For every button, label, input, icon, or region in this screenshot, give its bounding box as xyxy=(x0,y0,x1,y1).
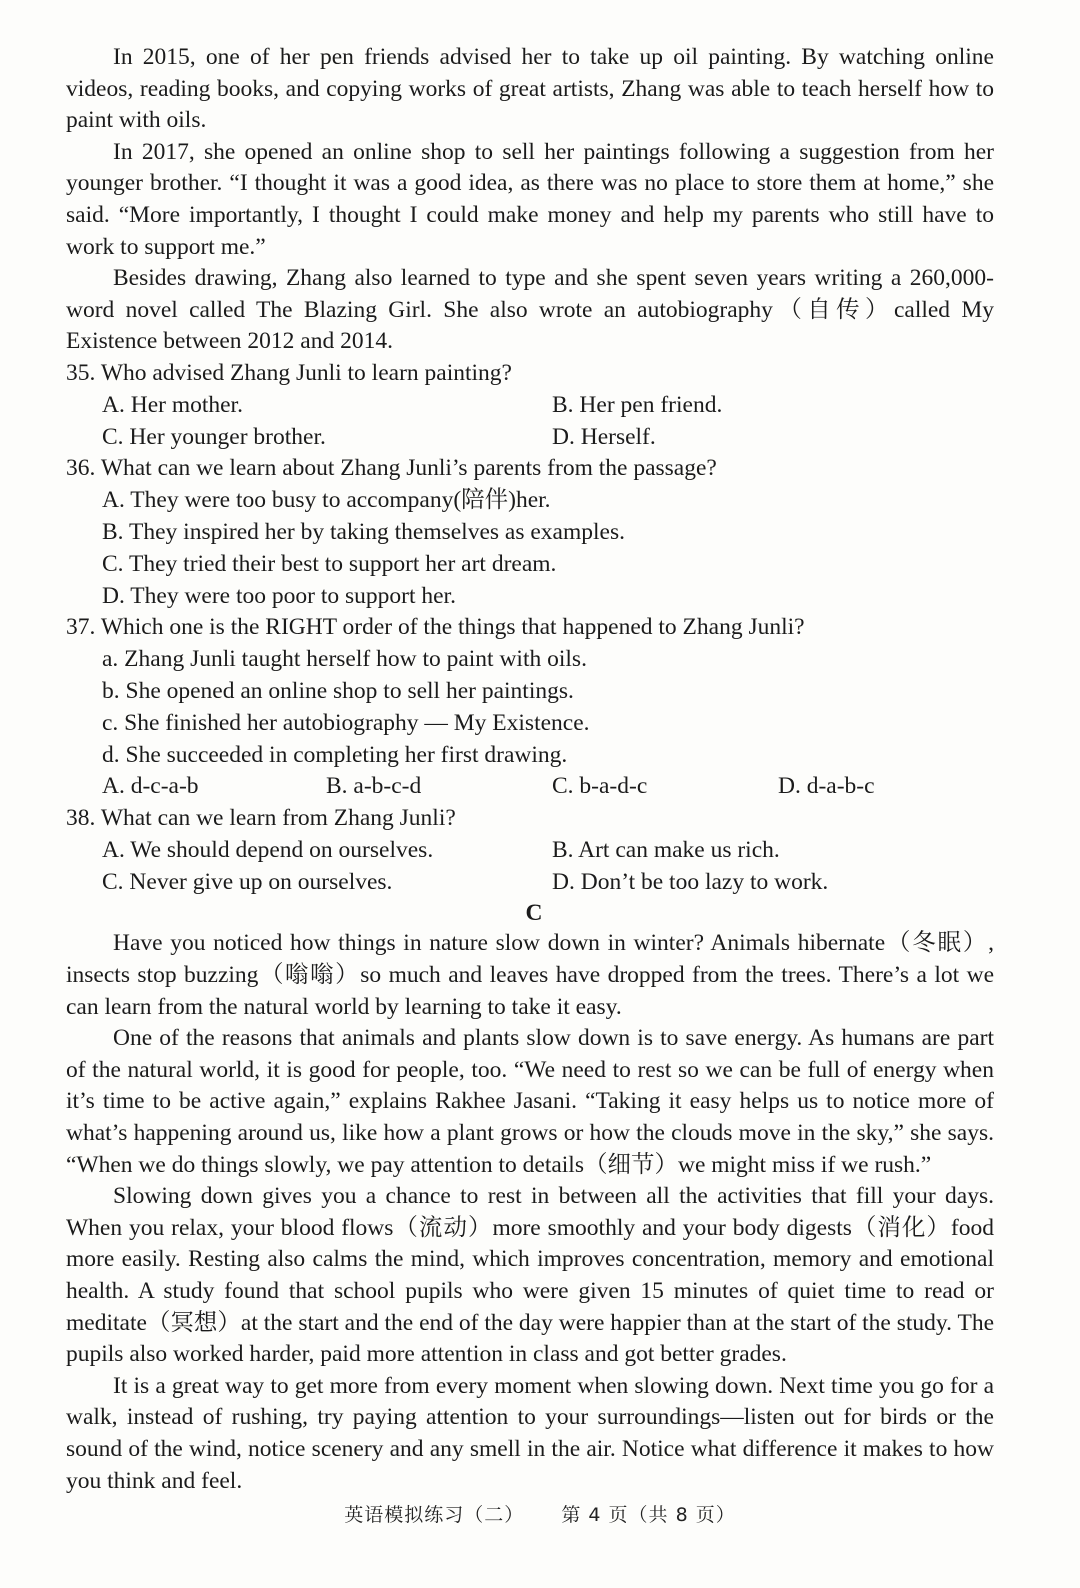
question-stem: 36. What can we learn about Zhang Junli’s parents from the passage? xyxy=(66,455,717,482)
option-a[interactable]: A. We should depend on ourselves. xyxy=(102,836,434,863)
passage-paragraph: It is a great way to get more from every moment when slowing down. Next time you go for a walk, instead of rushing, try paying attention to your surroundings—listen out for birds or the sound of the wind, notice scenery and any smell in the air. Notice what difference it makes to how you think and feel. xyxy=(66,1372,994,1494)
question-stem: 38. What can we learn from Zhang Junli? xyxy=(66,805,456,832)
event-item: b. She opened an online shop to sell her paintings. xyxy=(102,677,574,704)
option-b[interactable]: B. Art can make us rich. xyxy=(552,836,780,863)
question-38 xyxy=(66,803,994,898)
event-list xyxy=(66,644,994,771)
question-36 xyxy=(66,453,994,612)
passage-paragraph: In 2017, she opened an online shop to sell her paintings following a suggestion from her younger brother. “I thought it was a good idea, as there was no place to store them at home,” she said. “More importantly, I thought I could make money and help my parents who still have to work to support me.” xyxy=(66,138,994,260)
option-a[interactable]: A. They were too busy to accompany(陪伴)her. xyxy=(102,487,551,514)
option-c[interactable]: C. They tried their best to support her art dream. xyxy=(102,550,557,577)
page-footer xyxy=(0,1500,1080,1527)
event-item: a. Zhang Junli taught herself how to paint with oils. xyxy=(102,646,587,673)
passage-b-continuation xyxy=(66,42,994,358)
exam-page xyxy=(66,42,994,1497)
option-c[interactable]: C. b-a-d-c xyxy=(552,773,648,800)
answer-options xyxy=(66,485,994,612)
option-b[interactable]: B. Her pen friend. xyxy=(552,391,723,418)
option-a[interactable]: A. Her mother. xyxy=(102,391,243,418)
question-37 xyxy=(66,612,994,803)
question-stem: 37. Which one is the RIGHT order of the things that happened to Zhang Junli? xyxy=(66,614,805,641)
passage-c xyxy=(66,928,994,1497)
answer-options xyxy=(66,771,994,803)
option-b[interactable]: B. They inspired her by taking themselves as examples. xyxy=(102,518,625,545)
option-d[interactable]: D. Don’t be too lazy to work. xyxy=(552,868,829,895)
passage-paragraph: Slowing down gives you a chance to rest in between all the activities that fill your days. When you relax, your blood flows（流动）more smoothly and your body digests（消化）food more easily. Resting also calms the mind, which improves concentration, memory and emotional health. A study found that school pupils who were given 15 minutes of quiet time to read or meditate（冥想）at the start and the end of the day were happier than at the start of the study. The pupils also worked harder, paid more attention in class and got better grades. xyxy=(66,1183,994,1368)
option-d[interactable]: D. d-a-b-c xyxy=(778,773,875,800)
exam-title: 英语模拟练习（二） xyxy=(344,1504,525,1526)
option-c[interactable]: C. Never give up on ourselves. xyxy=(102,868,393,895)
passage-paragraph: In 2015, one of her pen friends advised her to take up oil painting. By watching online videos, reading books, and copying works of great artists, Zhang was able to teach herself how to paint with oils. xyxy=(66,44,994,134)
event-item: c. She finished her autobiography — My Existence. xyxy=(102,709,590,736)
option-d[interactable]: D. Herself. xyxy=(552,423,656,450)
passage-paragraph: One of the reasons that animals and plants slow down is to save energy. As humans are part of the natural world, it is good for people, too. “We need to rest so we can be full of energy when it’s time to be active again,” explains Rakhee Jasani. “Taking it easy helps us to notice more of what’s happening around us, like how a plant grows or how the clouds move in the sky,” she says. “When we do things slowly, we pay attention to details（细节）we might miss if we rush.” xyxy=(66,1025,994,1178)
section-heading: C xyxy=(525,900,543,927)
passage-paragraph: Have you noticed how things in nature slow down in winter? Animals hibernate（冬眠）, insects stop buzzing（嗡嗡）so much and leaves have dropped from the trees. There’s a lot we can learn from the natural world by learning to take it easy. xyxy=(66,930,994,1020)
option-b[interactable]: B. a-b-c-d xyxy=(326,773,422,800)
answer-options xyxy=(66,390,994,454)
page-number: 第 4 页（共 8 页） xyxy=(561,1504,736,1526)
answer-options xyxy=(66,835,994,899)
question-stem: 35. Who advised Zhang Junli to learn painting? xyxy=(66,359,512,386)
passage-paragraph: Besides drawing, Zhang also learned to type and she spent seven years writing a 260,000-word novel called The Blazing Girl. She also wrote an autobiography（自传）called My Existence between 2012 and 2014. xyxy=(66,265,994,355)
question-35 xyxy=(66,358,994,453)
option-c[interactable]: C. Her younger brother. xyxy=(102,423,326,450)
event-item: d. She succeeded in completing her first drawing. xyxy=(102,741,568,768)
option-a[interactable]: A. d-c-a-b xyxy=(102,773,199,800)
option-d[interactable]: D. They were too poor to support her. xyxy=(102,582,456,609)
